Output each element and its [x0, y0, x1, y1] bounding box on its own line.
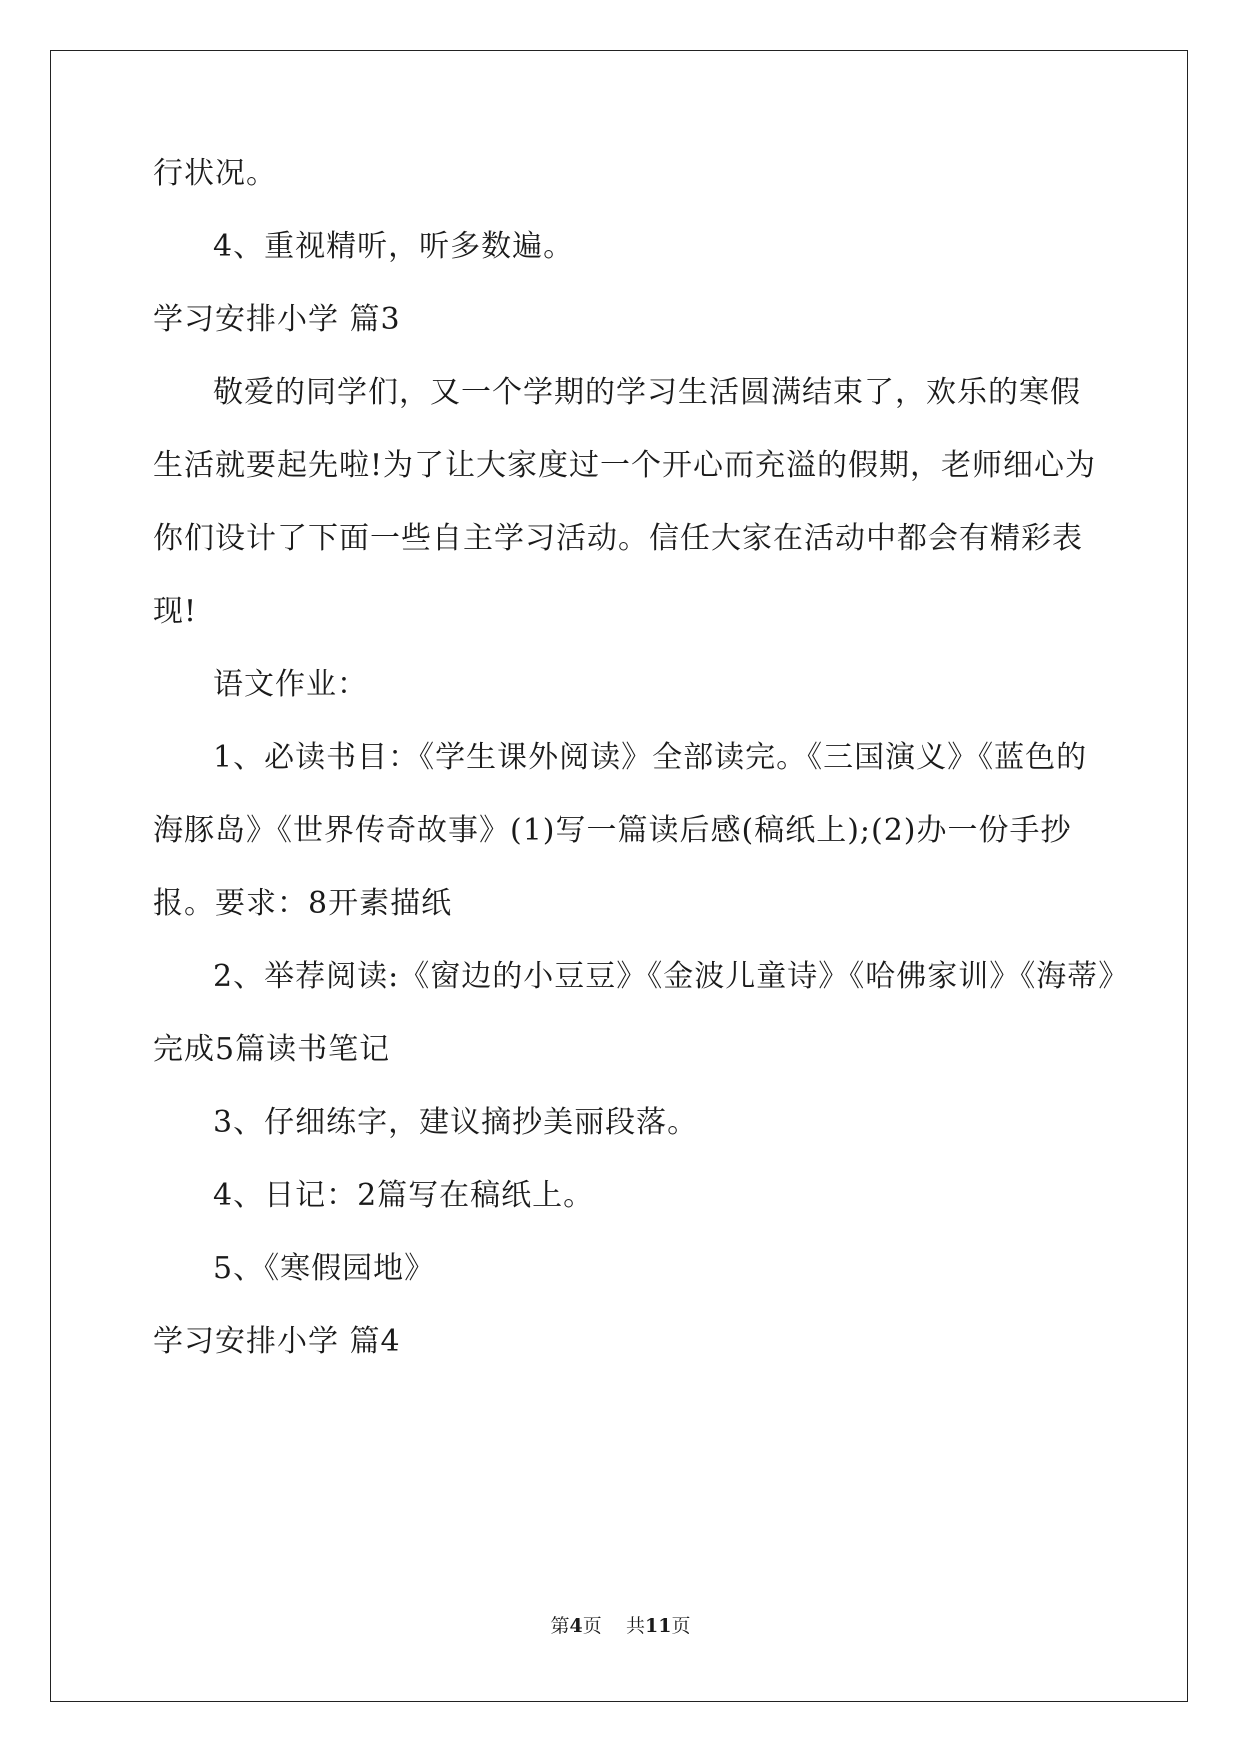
- total-pages: 11: [644, 1615, 672, 1637]
- paragraph-line: 语文作业：: [213, 667, 368, 702]
- page-number: 4: [569, 1615, 583, 1637]
- paragraph-line: 现!: [153, 594, 198, 629]
- total-prefix: 共: [625, 1615, 645, 1637]
- paragraph-line: 海豚岛》《世界传奇故事》(1)写一篇读后感(稿纸上);(2)办一份手抄: [153, 813, 1072, 848]
- total-suffix: 页: [671, 1615, 691, 1637]
- paragraph-line: 1、必读书目：《学生课外阅读》全部读完。《三国演义》《蓝色的: [213, 740, 1088, 775]
- paragraph-line: 3、仔细练字，建议摘抄美丽段落。: [213, 1105, 699, 1140]
- paragraph-line: 2、举荐阅读:《窗边的小豆豆》《金波儿童诗》《哈佛家训》《海蒂》: [213, 959, 1130, 994]
- paragraph-line: 你们设计了下面一些自主学习活动。信任大家在活动中都会有精彩表: [153, 521, 1083, 556]
- paragraph-line: 敬爱的同学们，又一个学期的学习生活圆满结束了，欢乐的寒假: [213, 375, 1081, 410]
- page-border: [50, 50, 1188, 1702]
- page-prefix: 第: [550, 1615, 570, 1637]
- section-heading: 学习安排小学 篇4: [153, 1324, 401, 1359]
- paragraph-line: 报。要求：8开素描纸: [153, 886, 453, 921]
- page-footer: [0, 1614, 1241, 1638]
- paragraph-line: 完成5篇读书笔记: [153, 1032, 391, 1067]
- paragraph-line: 5、《寒假园地》: [213, 1251, 436, 1286]
- paragraph-line: 4、重视精听，听多数遍。: [213, 229, 575, 264]
- section-heading: 学习安排小学 篇3: [153, 302, 401, 337]
- paragraph-line: 生活就要起先啦!为了让大家度过一个开心而充溢的假期，老师细心为: [153, 448, 1097, 483]
- paragraph-line: 4、日记：2篇写在稿纸上。: [213, 1178, 595, 1213]
- page-suffix: 页: [582, 1615, 602, 1637]
- paragraph-line: 行状况。: [153, 156, 277, 191]
